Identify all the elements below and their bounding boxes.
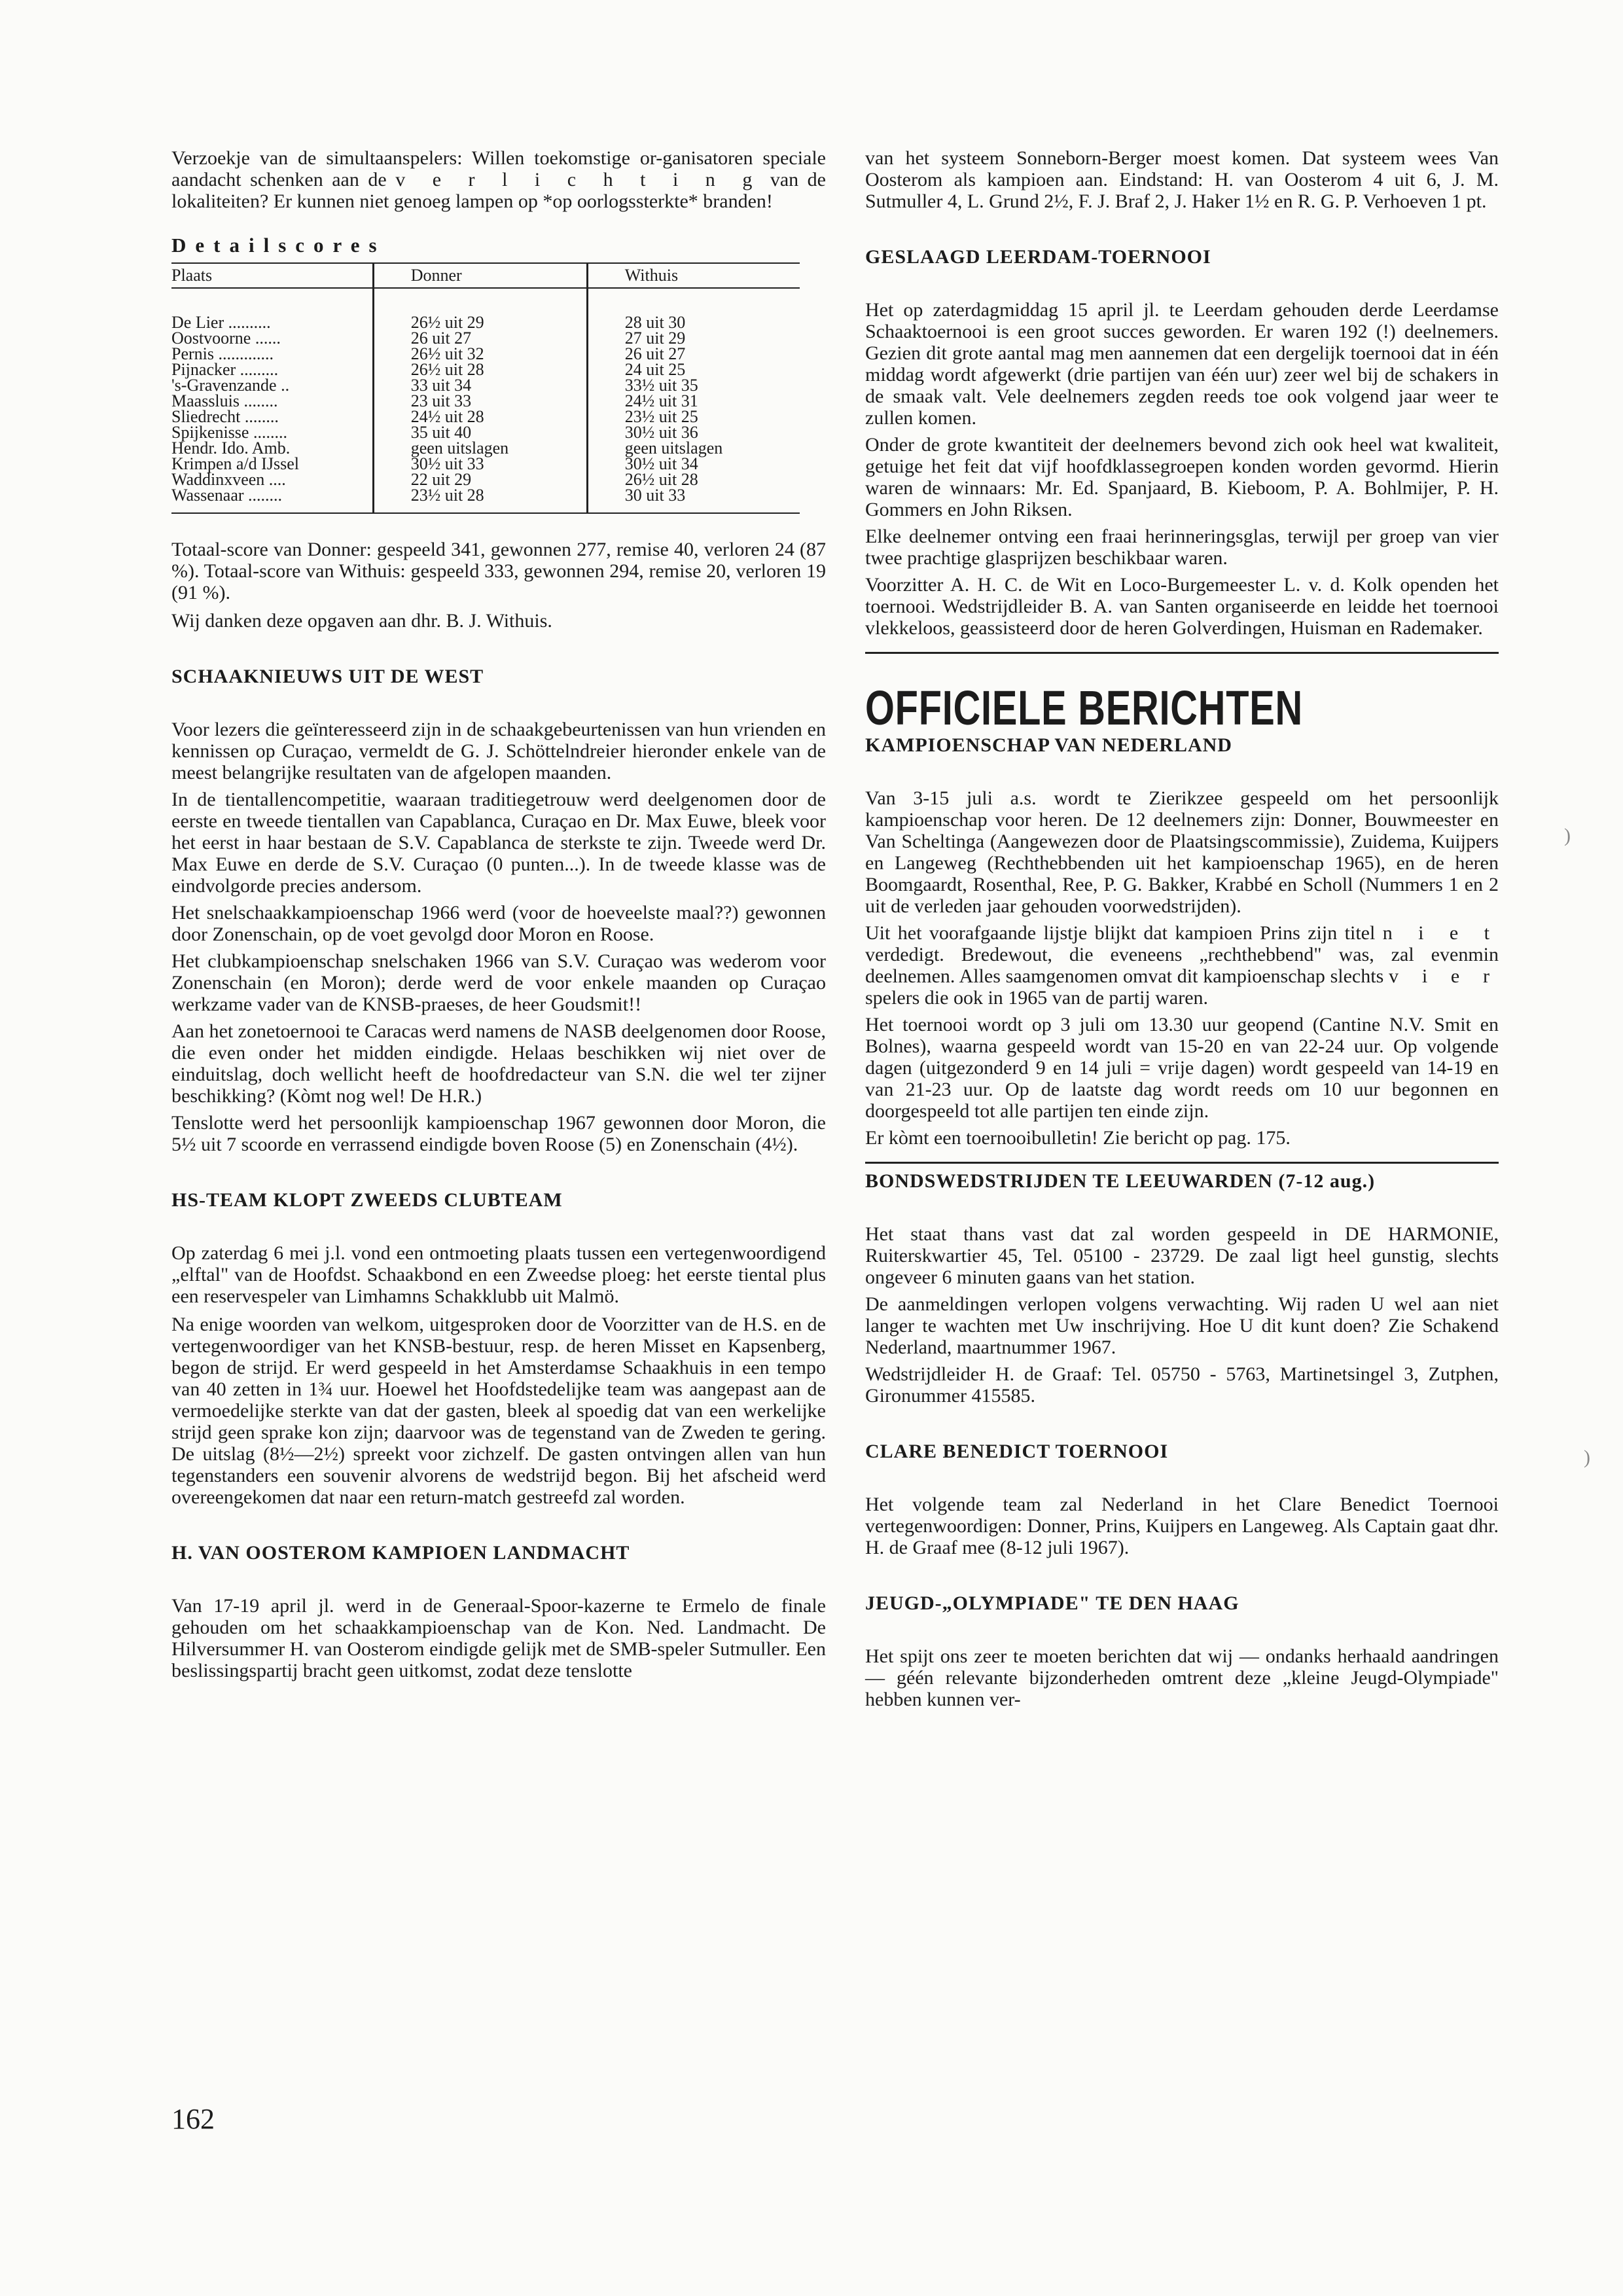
paragraph: Op zaterdag 6 mei j.l. vond een ontmoeting plaats tussen een vertegenwoordigend „elftal" van de Hoofdst. Schaakbond en een Zweedse ploeg: het eerste tiental plus een reservespeler van Limhamns Schakklubb uit Malmö. (171, 1242, 826, 1307)
cell-donner: 35 uit 40 (373, 425, 587, 440)
col-header-withuis: Withuis (587, 263, 800, 288)
table-header-row (171, 263, 800, 288)
margin-mark: ) (1564, 825, 1571, 846)
cell-plaats: Waddinxveen .... (171, 470, 286, 489)
divider (865, 1162, 1499, 1164)
cell-donner: 26 uit 27 (373, 331, 587, 346)
paragraph: Het op zaterdagmiddag 15 april jl. te Leerdam gehouden derde Leerdamse Schaaktoernooi is een groot succes geworden. Er waren 192 (!) deelnemers. Gezien dit grote aantal mag men aannemen dat een dergelijk toernooi dat in één middag wordt afgewerkt (drie partijen van één uur) zeer wel bij de schakers in de smaak valt. Vele deelnemers zegden reeds toe ook volgend jaar weer te zullen komen. (865, 299, 1499, 429)
paragraph: De aanmeldingen verlopen volgens verwachting. Wij raden U wel aan niet langer te wachten met Uw inschrijving. Hoe U dit kunt doen? Zie Schakend Nederland, maartnummer 1967. (865, 1293, 1499, 1358)
section-title-kampioenschap: KAMPIOENSCHAP VAN NEDERLAND (865, 734, 1232, 756)
page-number: 162 (171, 2103, 215, 2135)
paragraph: Na enige woorden van welkom, uitgesproken door de Voorzitter van de H.S. en de vertegenwoordiger van het KNSB-bestuur, resp. de heren Misset en Kapsenberg, begon de strijd. Er werd gespeeld in het Amsterdamse Schaakhuis in een tempo van 40 zetten in 1¾ uur. Hoewel het Hoofdstedelijke team was aangepast aan de vermoedelijke sterkte van dat der gasten, bleek al spoedig dat van een werkelijke strijd geen sprake kon zijn; daarvoor was de tegenstand van de Zweden te gering. De uitslag (8½—2½) spreekt voor zichzelf. De gasten ontvingen allen van hun tegenstanders een souvenir alvorens de wedstrijd begon. Bij het afscheid werd overeengekomen dat naar een return-match gestreefd zal worden. (171, 1314, 826, 1508)
section-title-leerdam: GESLAAGD LEERDAM-TOERNOOI (865, 246, 1211, 268)
cell-withuis: geen uitslagen (587, 440, 800, 456)
right-column (865, 147, 1499, 1717)
paragraph: In de tientallencompetitie, waaraan traditiegetrouw werd deelgenomen door de eerste en tweede tientallen van Capablanca, Curaçao en Dr. Max Euwe, bleek voor het eerst in haar bestaan de S.V. Capablanca de sterkste te zijn. Tweede werd Dr. Max Euwe en derde de S.V. Curaçao (0 punten...). In de tweede klasse was de eindvolgorde precies andersom. (171, 789, 826, 897)
cell-plaats: Pernis ............. (171, 344, 274, 363)
cell-donner: 23½ uit 28 (373, 488, 587, 513)
section-title-hs-team: HS-TEAM KLOPT ZWEEDS CLUBTEAM (171, 1189, 563, 1211)
col-header-plaats: Plaats (171, 263, 373, 288)
cell-plaats: Sliedrecht ........ (171, 407, 279, 426)
paragraph: Het spijt ons zeer te moeten berichten dat wij — ondanks herhaald aandringen — géén relevante bijzonderheden omtrent deze „kleine Jeugd-Olympiade" hebben kunnen ver- (865, 1645, 1499, 1710)
cell-donner: 22 uit 29 (373, 472, 587, 488)
cell-donner: 30½ uit 33 (373, 456, 587, 472)
section-title-jeugd-olympiade: JEUGD-„OLYMPIADE" TE DEN HAAG (865, 1592, 1240, 1614)
divider (865, 652, 1499, 654)
cell-withuis: 23½ uit 25 (587, 409, 800, 425)
col-header-donner: Donner (373, 263, 587, 288)
cell-plaats: Wassenaar ........ (171, 488, 373, 513)
cell-plaats: Spijkenisse ........ (171, 423, 287, 442)
paragraph: Elke deelnemer ontving een fraai herinneringsglas, terwijl per groep van vier twee prachtige glasprijzen beschikbaar waren. (865, 526, 1499, 569)
cell-donner: 23 uit 33 (373, 393, 587, 409)
cell-withuis: 24½ uit 31 (587, 393, 800, 409)
section-title-schaaknieuws: SCHAAKNIEUWS UIT DE WEST (171, 666, 484, 687)
paragraph: Wedstrijdleider H. de Graaf: Tel. 05750 - 5763, Martinetsingel 3, Zutphen, Gironummer 415585. (865, 1363, 1499, 1407)
paragraph: Het volgende team zal Nederland in het Clare Benedict Toernooi vertegenwoordigen: Donner, Prins, Kuijpers en Langeweg. Als Captain gaat dhr. H. de Graaf mee (8-12 juli 1967). (865, 1494, 1499, 1558)
cell-withuis: 26 uit 27 (587, 346, 800, 362)
cell-plaats: De Lier .......... (171, 313, 271, 332)
detailscores-table (171, 262, 800, 514)
cell-plaats: Hendr. Ido. Amb. (171, 439, 291, 457)
cell-donner: geen uitslagen (373, 440, 587, 456)
cell-withuis: 30½ uit 34 (587, 456, 800, 472)
left-column (171, 147, 826, 1688)
cell-donner: 26½ uit 28 (373, 362, 587, 378)
paragraph: Er kòmt een toernooibulletin! Zie bericht op pag. 175. (865, 1127, 1291, 1149)
cell-plaats: Pijnacker ......... (171, 360, 279, 379)
margin-mark: ) (1584, 1446, 1590, 1468)
paragraph: Uit het voorafgaande lijstje blijkt dat kampioen Prins zijn titel n i e t verdedigt. Bredewout, die eveneens „rechthebbend" was, zal evenmin deelnemen. Alles saamgenomen omvat dit kampioenschap slechts v i e r spelers die ook in 1965 van de partij waren. (865, 922, 1499, 1009)
paragraph: Het staat thans vast dat zal worden gespeeld in DE HARMONIE, Ruiterskwartier 45, Tel. 05100 - 23729. De zaal ligt heel gunstig, slechts ongeveer 6 minuten gaans van het station. (865, 1223, 1499, 1288)
cell-donner: 26½ uit 32 (373, 346, 587, 362)
cell-withuis: 27 uit 29 (587, 331, 800, 346)
cell-plaats: Maassluis ........ (171, 391, 278, 410)
paragraph: Voorzitter A. H. C. de Wit en Loco-Burgemeester L. v. d. Kolk openden het toernooi. Wedstrijdleider B. A. van Santen organiseerde en leidde het toernooi vlekkeloos, geassisteerd door de heren Golverdingen, Huisman en Rademaker. (865, 574, 1499, 639)
cell-plaats: Oostvoorne ...... (171, 329, 281, 348)
cell-plaats: Krimpen a/d IJssel (171, 454, 299, 473)
thanks-line: Wij danken deze opgaven aan dhr. B. J. Withuis. (171, 610, 552, 632)
section-title-clare-benedict: CLARE BENEDICT TOERNOOI (865, 1441, 1169, 1462)
officiele-berichten-heading: OFFICIELE BERICHTEN (865, 681, 1303, 735)
section-title-bondswedstrijden: BONDSWEDSTRIJDEN TE LEEUWARDEN (7-12 aug.) (865, 1170, 1376, 1192)
paragraph: Tenslotte werd het persoonlijk kampioenschap 1967 gewonnen door Moron, die 5½ uit 7 scoorde en verrassend eindigde boven Roose (5) en Zonenschain (4½). (171, 1112, 826, 1155)
paragraph: Aan het zonetoernooi te Caracas werd namens de NASB deelgenomen door Roose, die even onder het midden eindigde. Helaas beschikken wij niet over de einduitslag, doch wellicht heeft de hoofdredacteur van S.N. die wel ter zijner beschikking? (Kòmt nog wel! De H.R.) (171, 1020, 826, 1107)
paragraph: Het toernooi wordt op 3 juli om 13.30 uur geopend (Cantine N.V. Smit en Bolnes), waarna gespeeld wordt van 15-20 en van 22-24 uur. Op volgende dagen (uitgezonderd 9 en 14 juli = vrije dagen) wordt gespeeld van 14-19 en van 21-23 uur. Op de laatste dag wordt reeds om 10 uur begonnen en doorgespeeld tot alle partijen ten einde zijn. (865, 1014, 1499, 1122)
cell-donner: 33 uit 34 (373, 378, 587, 393)
continuation-paragraph: van het systeem Sonneborn-Berger moest komen. Dat systeem wees Van Oosterom als kampioen aan. Eindstand: H. van Oosterom 4 uit 6, J. M. Sutmuller 4, L. Grund 2½, F. J. Braf 2, J. Haker 1½ en R. G. P. Verhoeven 1 pt. (865, 147, 1499, 212)
cell-withuis: 26½ uit 28 (587, 472, 800, 488)
cell-withuis: 30½ uit 36 (587, 425, 800, 440)
intro-paragraph: Verzoekje van de simultaanspelers: Willen toekomstige or-ganisatoren speciale aandacht schenken aan de v e r l i c h t i n g van de lokaliteiten? Er kunnen niet genoeg lampen op *op oorlogssterkte* branden! (171, 147, 826, 212)
cell-plaats: 's-Gravenzande .. (171, 376, 290, 395)
paragraph: Voor lezers die geïnteresseerd zijn in de schaakgebeurtenissen van hun vrienden en kennissen op Curaçao, vermeldt de G. J. Schöttelndreier hieronder enkele van de meest belangrijke resultaten van de afgelopen maanden. (171, 719, 826, 783)
paragraph: Het snelschaakkampioenschap 1966 werd (voor de hoeveelste maal??) gewonnen door Zonenschain, op de voet gevolgd door Moron en Roose. (171, 902, 826, 945)
cell-withuis: 30 uit 33 (587, 488, 800, 513)
table-row (171, 488, 800, 513)
cell-donner: 24½ uit 28 (373, 409, 587, 425)
paragraph: Van 17-19 april jl. werd in de Generaal-Spoor-kazerne te Ermelo de finale gehouden om het schaakkampioenschap van de Kon. Ned. Landmacht. De Hilversummer H. van Oosterom eindigde gelijk met de SMB-speler Sutmuller. Een beslissingspartij bracht geen uitkomst, zodat deze tenslotte (171, 1595, 826, 1681)
cell-withuis: 28 uit 30 (587, 315, 800, 331)
detailscores-title: Detailscores (171, 234, 386, 257)
paragraph: Onder de grote kwantiteit der deelnemers bevond zich ook heel wat kwaliteit, getuige het feit dat vijf hoofdklassegroepen konden worden gevormd. Hierin waren de winnaars: Mr. Ed. Spanjaard, B. Kieboom, P. A. Bohlmijer, P. H. Gommers en John Riksen. (865, 434, 1499, 520)
section-title-van-oosterom: H. VAN OOSTEROM KAMPIOEN LANDMACHT (171, 1542, 630, 1564)
cell-donner: 26½ uit 29 (373, 315, 587, 331)
totals-paragraph: Totaal-score van Donner: gespeeld 341, gewonnen 277, remise 40, verloren 24 (87 %). Totaal-score van Withuis: gespeeld 333, gewonnen 294, remise 20, verloren 19 (91 %). (171, 539, 826, 603)
paragraph: Het clubkampioenschap snelschaken 1966 van S.V. Curaçao was wederom voor Zonenschain (en Moron); derde werd de voor enkele maanden op Curaçao werkzame vader van de KNSB-praeses, de heer Goudsmit!! (171, 950, 826, 1015)
cell-withuis: 24 uit 25 (587, 362, 800, 378)
paragraph: Van 3-15 juli a.s. wordt te Zierikzee gespeeld om het persoonlijk kampioenschap voor heren. De 12 deelnemers zijn: Donner, Bouwmeester en Van Scheltinga (Aangewezen door de Plaatsingscommissie), Zuidema, Kuijpers en Langeweg (Rechthebbenden uit het kampioenschap 1965), en de heren Boomgaardt, Rosenthal, Ree, P. G. Bakker, Krabbé en Scholl (Nummers 1 en 2 uit de verleden jaar gehouden voorwedstrijden). (865, 787, 1499, 917)
cell-withuis: 33½ uit 35 (587, 378, 800, 393)
